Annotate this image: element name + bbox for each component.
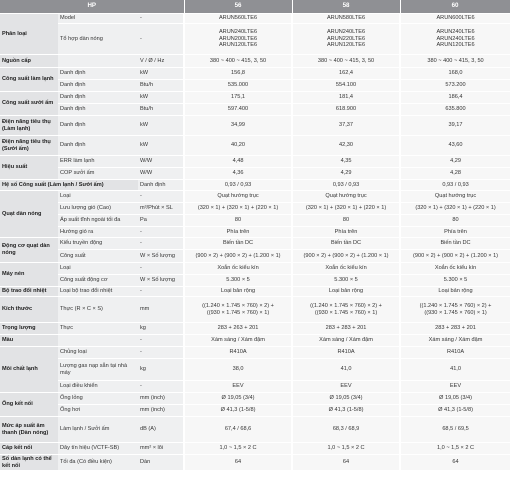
row-unit: - xyxy=(138,347,184,359)
row-value-56: R410A xyxy=(184,347,292,359)
table-row xyxy=(0,55,510,68)
row-value-58: 5.300 × 5 xyxy=(292,275,400,287)
row-value-58: Loại bản rộng xyxy=(292,287,400,297)
row-subitem: Danh định xyxy=(58,92,138,104)
row-value-60: Xoắn ốc kiểu kín xyxy=(400,263,510,275)
row-value-60: EEV xyxy=(400,381,510,393)
row-category: Kích thước xyxy=(0,297,58,323)
row-unit: kW xyxy=(138,116,184,136)
row-unit: W × Số lượng xyxy=(138,275,184,287)
table-row xyxy=(0,180,510,191)
row-value-60: 64 xyxy=(400,455,510,471)
row-unit: mm xyxy=(138,297,184,323)
row-value-56: 34,99 xyxy=(184,116,292,136)
row-category: Môi chất lạnh xyxy=(0,347,58,393)
row-value-58: 283 + 283 + 201 xyxy=(292,323,400,335)
row-unit: - xyxy=(138,24,184,55)
row-value-60: 4,29 xyxy=(400,156,510,168)
row-value-58: Xám sáng / Xám đậm xyxy=(292,335,400,347)
row-value-56: 80 xyxy=(184,215,292,227)
row-category: Hệ số Công suất (Làm lạnh / Sưởi ấm) xyxy=(0,180,138,191)
row-unit: - xyxy=(138,238,184,250)
row-category: Nguồn cấp xyxy=(0,55,58,68)
row-subitem: Danh định xyxy=(58,116,138,136)
row-category: Cáp kết nối xyxy=(0,443,58,455)
header-col-56: 56 xyxy=(184,0,292,14)
row-value-56: ARUN560LTE6 xyxy=(184,14,292,24)
row-category: Bộ trao đổi nhiệt xyxy=(0,287,58,297)
row-value-60: Xám sáng / Xám đậm xyxy=(400,335,510,347)
table-row xyxy=(0,275,510,287)
row-category: Ống kết nối xyxy=(0,393,58,417)
table-row xyxy=(0,116,510,136)
row-value-56: Loại bản rộng xyxy=(184,287,292,297)
row-value-60: 5.300 × 5 xyxy=(400,275,510,287)
row-subitem: Hướng gió ra xyxy=(58,227,138,238)
row-value-58: 42,30 xyxy=(292,136,400,156)
table-row xyxy=(0,191,510,203)
row-subitem: Danh định xyxy=(58,104,138,116)
row-value-58: Xoắn ốc kiểu kín xyxy=(292,263,400,275)
row-subitem: Loại xyxy=(58,263,138,275)
table-row xyxy=(0,263,510,275)
row-value-56: 67,4 / 68,6 xyxy=(184,417,292,443)
row-unit: Btu/h xyxy=(138,104,184,116)
header-col-58: 58 xyxy=(292,0,400,14)
table-row xyxy=(0,104,510,116)
row-value-58: Ø 19,05 (3/4) xyxy=(292,393,400,405)
row-value-58: ARUN240LTE6 ARUN220LTE6 ARUN120LTE6 xyxy=(292,24,400,55)
row-subitem: Model xyxy=(58,14,138,24)
row-unit: kg xyxy=(138,323,184,335)
row-unit: V / Ø / Hz xyxy=(138,55,184,68)
row-category: Điện năng tiêu thụ (Làm lạnh) xyxy=(0,116,58,136)
row-unit: mm² × lõi xyxy=(138,443,184,455)
table-row xyxy=(0,323,510,335)
row-unit: Danh định xyxy=(138,180,184,191)
row-value-56: ARUN240LTE6 ARUN200LTE6 ARUN120LTE6 xyxy=(184,24,292,55)
row-unit: kW xyxy=(138,136,184,156)
row-value-60: 68,5 / 69,5 xyxy=(400,417,510,443)
row-unit: mm (inch) xyxy=(138,405,184,417)
row-value-60: ARUN600LTE6 xyxy=(400,14,510,24)
table-row xyxy=(0,156,510,168)
row-unit: W × Số lượng xyxy=(138,250,184,263)
row-value-58: 162,4 xyxy=(292,68,400,80)
row-value-60: Loại bản rộng xyxy=(400,287,510,297)
row-unit: W/W xyxy=(138,156,184,168)
row-category: Hiệu suất xyxy=(0,156,58,180)
row-unit: kg xyxy=(138,359,184,381)
row-value-58: ARUN580LTE6 xyxy=(292,14,400,24)
row-subitem: Loại xyxy=(58,191,138,203)
row-value-56: 1,0 ~ 1,5 × 2 C xyxy=(184,443,292,455)
table-row xyxy=(0,227,510,238)
row-value-58: Ø 41,3 (1-5/8) xyxy=(292,405,400,417)
row-value-56: Biến tần DC xyxy=(184,238,292,250)
row-subitem: Công suất động cơ xyxy=(58,275,138,287)
row-subitem: Dây tín hiệu (VCTF-SB) xyxy=(58,443,138,455)
row-category: Mức áp suất âm thanh (Dàn nóng) xyxy=(0,417,58,443)
table-row xyxy=(0,347,510,359)
row-value-58: Phía trên xyxy=(292,227,400,238)
table-row xyxy=(0,92,510,104)
row-subitem: Lưu lượng gió (Cao) xyxy=(58,203,138,215)
row-unit: - xyxy=(138,381,184,393)
row-value-56: 175,1 xyxy=(184,92,292,104)
table-row xyxy=(0,405,510,417)
table-row xyxy=(0,136,510,156)
header-col-60: 60 xyxy=(400,0,510,14)
row-unit: - xyxy=(138,191,184,203)
row-value-56: Xoắn ốc kiểu kín xyxy=(184,263,292,275)
row-category: Phân loại xyxy=(0,14,58,55)
row-unit: - xyxy=(138,227,184,238)
row-value-56: 0,93 / 0,93 xyxy=(184,180,292,191)
row-unit: dB (A) xyxy=(138,417,184,443)
row-value-60: R410A xyxy=(400,347,510,359)
row-value-56: 64 xyxy=(184,455,292,471)
table-row xyxy=(0,24,510,55)
row-value-56: 597.400 xyxy=(184,104,292,116)
row-subitem: Tổ hợp dàn nóng xyxy=(58,24,138,55)
row-value-60: 0,93 / 0,93 xyxy=(400,180,510,191)
table-row xyxy=(0,168,510,180)
row-value-60: 39,17 xyxy=(400,116,510,136)
table-row xyxy=(0,335,510,347)
row-value-56: 380 ~ 400 ~ 415, 3, 50 xyxy=(184,55,292,68)
row-subitem: Loại bộ trao đổi nhiệt xyxy=(58,287,138,297)
table-row xyxy=(0,381,510,393)
row-value-58: 68,3 / 68,9 xyxy=(292,417,400,443)
table-row xyxy=(0,393,510,405)
row-value-60: 41,0 xyxy=(400,359,510,381)
row-value-60: 43,60 xyxy=(400,136,510,156)
row-category: Số dàn lạnh có thể kết nối xyxy=(0,455,58,471)
row-unit: - xyxy=(138,263,184,275)
row-value-56: Ø 41,3 (1-5/8) xyxy=(184,405,292,417)
row-subitem: Chủng loại xyxy=(58,347,138,359)
table-row xyxy=(0,80,510,92)
row-category: Công suất sưởi ấm xyxy=(0,92,58,116)
table-row xyxy=(0,443,510,455)
row-value-58: 64 xyxy=(292,455,400,471)
row-category: Quạt dàn nóng xyxy=(0,191,58,238)
row-value-56: 4,48 xyxy=(184,156,292,168)
row-subitem: Làm lạnh / Sưởi ấm xyxy=(58,417,138,443)
row-subitem: Công suất xyxy=(58,250,138,263)
row-value-58: 618.900 xyxy=(292,104,400,116)
row-value-60: 168,0 xyxy=(400,68,510,80)
row-subitem: COP sưởi ấm xyxy=(58,168,138,180)
row-subitem: ERR làm lạnh xyxy=(58,156,138,168)
row-subitem: Áp suất tĩnh ngoài tối đa xyxy=(58,215,138,227)
row-value-60: Biến tần DC xyxy=(400,238,510,250)
header-row xyxy=(0,0,510,14)
row-unit: mm (inch) xyxy=(138,393,184,405)
table-row xyxy=(0,203,510,215)
row-subitem: Kiểu truyền động xyxy=(58,238,138,250)
row-unit: m³/Phút × SL xyxy=(138,203,184,215)
row-value-58: R410A xyxy=(292,347,400,359)
row-value-58: ((1.240 × 1.745 × 760) × 2) + ((930 × 1.745 × 760) × 1) xyxy=(292,297,400,323)
row-unit: kW xyxy=(138,68,184,80)
row-value-58: 0,93 / 0,93 xyxy=(292,180,400,191)
row-value-58: 4,29 xyxy=(292,168,400,180)
row-value-56: 38,0 xyxy=(184,359,292,381)
row-value-60: (900 × 2) + (900 × 2) + (1.200 × 1) xyxy=(400,250,510,263)
row-unit: Dàn xyxy=(138,455,184,471)
row-value-56: Xám sáng / Xám đậm xyxy=(184,335,292,347)
row-unit: Btu/h xyxy=(138,80,184,92)
row-subitem: Thực xyxy=(58,323,138,335)
row-value-60: (320 × 1) + (320 × 1) + (220 × 1) xyxy=(400,203,510,215)
row-value-56: Phía trên xyxy=(184,227,292,238)
row-value-56: (320 × 1) + (320 × 1) + (220 × 1) xyxy=(184,203,292,215)
row-value-56: 40,20 xyxy=(184,136,292,156)
row-value-60: 283 + 283 + 201 xyxy=(400,323,510,335)
table-row xyxy=(0,287,510,297)
row-subitem xyxy=(58,55,138,68)
row-unit: - xyxy=(138,287,184,297)
row-value-56: Ø 19,05 (3/4) xyxy=(184,393,292,405)
table-row xyxy=(0,215,510,227)
table-row xyxy=(0,14,510,24)
row-subitem: Loại điều khiển xyxy=(58,381,138,393)
row-value-56: Quạt hướng trục xyxy=(184,191,292,203)
row-unit: kW xyxy=(138,92,184,104)
row-value-56: 535.000 xyxy=(184,80,292,92)
row-value-60: 1,0 ~ 1,5 × 2 C xyxy=(400,443,510,455)
row-value-60: 4,28 xyxy=(400,168,510,180)
row-value-60: Ø 19,05 (3/4) xyxy=(400,393,510,405)
row-value-60: Quạt hướng trục xyxy=(400,191,510,203)
row-subitem: Danh định xyxy=(58,68,138,80)
row-value-60: Ø 41,3 (1-5/8) xyxy=(400,405,510,417)
row-value-58: 181,4 xyxy=(292,92,400,104)
table-row xyxy=(0,359,510,381)
table-row xyxy=(0,417,510,443)
row-subitem: Lượng gas nạp sẵn tại nhà máy xyxy=(58,359,138,381)
row-value-60: 380 ~ 400 ~ 415, 3, 50 xyxy=(400,55,510,68)
row-value-58: EEV xyxy=(292,381,400,393)
spec-body xyxy=(0,14,510,471)
row-unit: Pa xyxy=(138,215,184,227)
row-value-60: ARUN240LTE6 ARUN240LTE6 ARUN120LTE6 xyxy=(400,24,510,55)
row-category: Trọng lượng xyxy=(0,323,58,335)
row-value-58: 80 xyxy=(292,215,400,227)
row-value-56: 283 + 263 + 201 xyxy=(184,323,292,335)
table-row xyxy=(0,68,510,80)
row-value-58: 554.100 xyxy=(292,80,400,92)
row-subitem: Ống hơi xyxy=(58,405,138,417)
row-unit: - xyxy=(138,335,184,347)
row-value-56: 156,8 xyxy=(184,68,292,80)
row-value-56: 5.300 × 5 xyxy=(184,275,292,287)
row-subitem: Ống lỏng xyxy=(58,393,138,405)
row-category: Công suất làm lạnh xyxy=(0,68,58,92)
row-value-58: 1,0 ~ 1,5 × 2 C xyxy=(292,443,400,455)
row-value-58: (320 × 1) + (320 × 1) + (220 × 1) xyxy=(292,203,400,215)
row-category: Điện năng tiêu thụ (Sưởi ấm) xyxy=(0,136,58,156)
row-value-56: 4,36 xyxy=(184,168,292,180)
row-value-60: 186,4 xyxy=(400,92,510,104)
row-value-58: Quạt hướng trục xyxy=(292,191,400,203)
row-value-58: Biến tần DC xyxy=(292,238,400,250)
table-row xyxy=(0,250,510,263)
row-value-56: ((1.240 × 1.745 × 760) × 2) + ((930 × 1.745 × 760) × 1) xyxy=(184,297,292,323)
row-category: Màu xyxy=(0,335,58,347)
row-value-58: 41,0 xyxy=(292,359,400,381)
row-value-56: EEV xyxy=(184,381,292,393)
table-row xyxy=(0,297,510,323)
row-value-60: Phía trên xyxy=(400,227,510,238)
row-value-58: 4,35 xyxy=(292,156,400,168)
row-value-58: (900 × 2) + (900 × 2) + (1.200 × 1) xyxy=(292,250,400,263)
row-subitem xyxy=(58,335,138,347)
row-value-60: 80 xyxy=(400,215,510,227)
row-value-56: (900 × 2) + (900 × 2) + (1.200 × 1) xyxy=(184,250,292,263)
row-value-58: 380 ~ 400 ~ 415, 3, 50 xyxy=(292,55,400,68)
row-subitem: Danh định xyxy=(58,80,138,92)
row-subitem: Danh định xyxy=(58,136,138,156)
row-value-60: 635.800 xyxy=(400,104,510,116)
row-unit: - xyxy=(138,14,184,24)
row-value-60: ((1.240 × 1.745 × 760) × 2) + ((930 × 1.745 × 760) × 1) xyxy=(400,297,510,323)
row-category: Máy nén xyxy=(0,263,58,287)
header-hp: HP xyxy=(0,0,184,14)
table-row xyxy=(0,455,510,471)
row-category: Động cơ quạt dàn nóng xyxy=(0,238,58,263)
row-unit: W/W xyxy=(138,168,184,180)
row-subitem: Tối đa (Có điều kiện) xyxy=(58,455,138,471)
row-value-60: 573.200 xyxy=(400,80,510,92)
table-row xyxy=(0,238,510,250)
row-subitem: Thực (R × C × S) xyxy=(58,297,138,323)
row-value-58: 37,37 xyxy=(292,116,400,136)
